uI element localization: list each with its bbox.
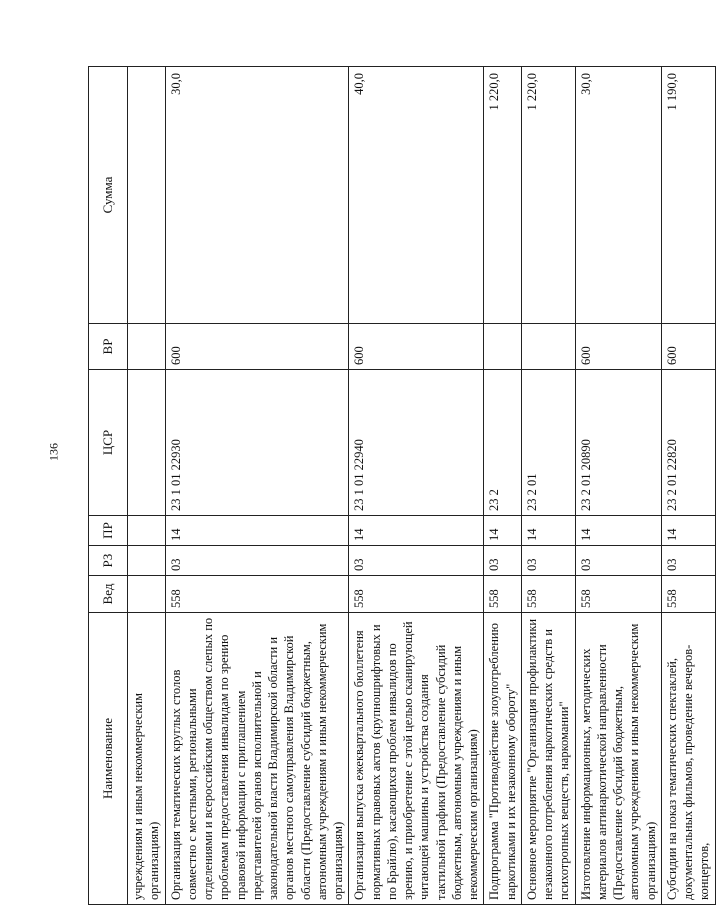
row-rz: 03	[165, 546, 349, 576]
header-sum: Сумма	[89, 67, 128, 324]
row-sum: 30,0	[165, 67, 349, 324]
row-csr: 23 1 01 22930	[165, 370, 349, 516]
row-vr: 600	[349, 324, 484, 370]
header-rz: РЗ	[89, 546, 128, 576]
row-name: Субсидии на показ тематических спектаклей, документальных фильмов, проведение вечеров-концертов,	[661, 613, 715, 905]
row-pr: 14	[165, 516, 349, 546]
row-name: Подпрограмма "Противодействие злоупотреблению наркотиками и их незаконному обороту"	[484, 613, 522, 905]
row-vr: 600	[165, 324, 349, 370]
row-name: Основное мероприятие "Организация профилактики незаконного потребления наркотических средств и психотропных веществ, наркомании"	[521, 613, 575, 905]
row-sum: 40,0	[349, 67, 484, 324]
row-pr: 14	[349, 516, 484, 546]
row-sum: 30,0	[575, 67, 661, 324]
row-rz: 03	[521, 546, 575, 576]
row-ved: 558	[521, 576, 575, 613]
row-rz: 03	[661, 546, 715, 576]
header-ved: Вед	[89, 576, 128, 613]
page-number: 136	[46, 443, 61, 461]
row-sum: 1 220,0	[484, 67, 522, 324]
header-csr: ЦСР	[89, 370, 128, 516]
table-row	[575, 67, 661, 905]
continuation-text: учреждениям и иным некоммерческим организациям)	[128, 613, 166, 905]
row-pr: 14	[521, 516, 575, 546]
table-row	[484, 67, 522, 905]
row-name: Организация тематических круглых столов совместно с местными, региональными отделениями и всероссийским обществом слепых по проблемам предоставления инвалидам по зрению правовой информации с приглашением представителей органов исполнительной и законодательной власти Владимирской области и органов местного самоуправления Владимирской области (Предоставление субсидий бюджетным, автономным учреждениям и иным некоммерческим организациям)	[165, 613, 349, 905]
row-vr	[521, 324, 575, 370]
table-row	[349, 67, 484, 905]
row-csr: 23 2 01 22820	[661, 370, 715, 516]
row-pr: 14	[575, 516, 661, 546]
table-row	[521, 67, 575, 905]
row-ved: 558	[661, 576, 715, 613]
row-rz: 03	[484, 546, 522, 576]
row-ved: 558	[349, 576, 484, 613]
budget-table	[88, 66, 716, 905]
row-name: Организация выпуска ежеквартального бюллетеня нормативных правовых актов (крупношрифтовых и по Брайлю), касающихся проблем инвалидов по зрению, и приобретение с этой целью сканирующей читающей машины и устройства создания тактильной графики (Предоставление субсидий бюджетным, автономным учреждениям и иным некоммерческим организациям)	[349, 613, 484, 905]
continuation-row	[128, 67, 166, 905]
table-row	[661, 67, 715, 905]
row-vr: 600	[661, 324, 715, 370]
row-vr	[484, 324, 522, 370]
header-vr: ВР	[89, 324, 128, 370]
header-pr: ПР	[89, 516, 128, 546]
row-pr: 14	[661, 516, 715, 546]
table-row	[165, 67, 349, 905]
row-vr: 600	[575, 324, 661, 370]
row-csr: 23 2 01 20890	[575, 370, 661, 516]
row-rz: 03	[575, 546, 661, 576]
row-sum: 1 220,0	[521, 67, 575, 324]
row-csr: 23 1 01 22940	[349, 370, 484, 516]
row-ved: 558	[484, 576, 522, 613]
row-ved: 558	[575, 576, 661, 613]
row-rz: 03	[349, 546, 484, 576]
row-ved: 558	[165, 576, 349, 613]
row-csr: 23 2 01	[521, 370, 575, 516]
table-header-row	[89, 67, 128, 905]
rotated-page-content	[88, 67, 712, 905]
header-name: Наименование	[89, 613, 128, 905]
row-name: Изготовление информационных, методических материалов антинаркотической направленности (Предоставление субсидий бюджетным, автономным учреждениям и иным некоммерческим организациям)	[575, 613, 661, 905]
row-csr: 23 2	[484, 370, 522, 516]
row-pr: 14	[484, 516, 522, 546]
row-sum: 1 190,0	[661, 67, 715, 324]
